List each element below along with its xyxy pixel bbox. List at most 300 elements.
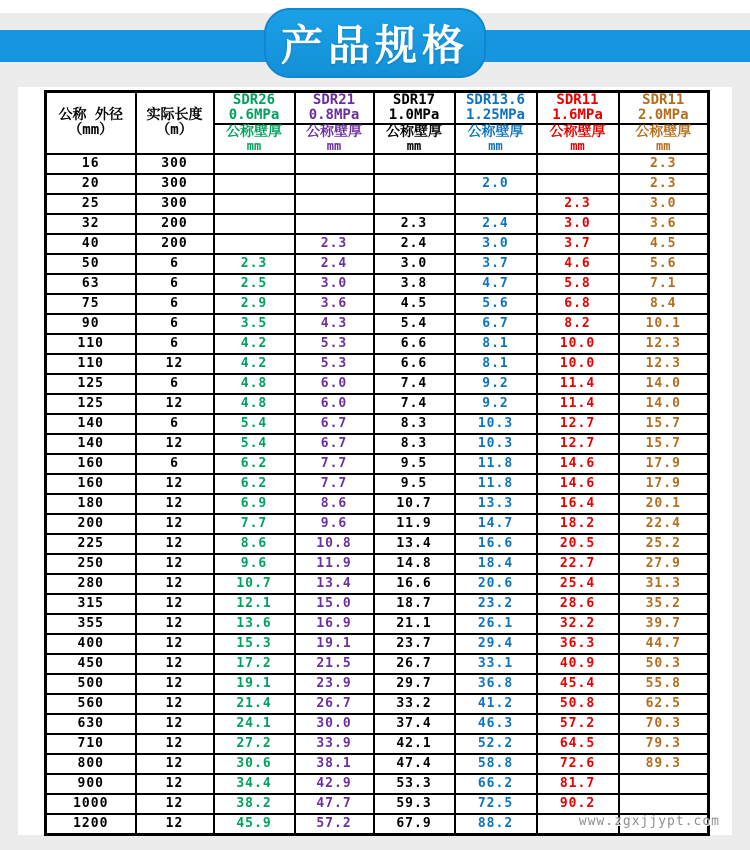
cell-sdr11-16: 32.2 [537,614,619,634]
cell-outer-diameter: 800 [46,754,136,774]
cell-outer-diameter: 160 [46,454,136,474]
cell-sdr21: 30.0 [295,714,374,734]
table-row [46,194,709,214]
cell-length: 12 [136,514,214,534]
cell-sdr21: 33.9 [295,734,374,754]
cell-sdr11-16: 12.7 [537,414,619,434]
table-row [46,634,709,654]
cell-outer-diameter: 140 [46,434,136,454]
table-row [46,314,709,334]
cell-outer-diameter: 900 [46,774,136,794]
cell-sdr11-16: 20.5 [537,534,619,554]
cell-sdr17: 2.4 [374,234,455,254]
table-row [46,574,709,594]
table-row [46,434,709,454]
table-row [46,174,709,194]
cell-outer-diameter: 450 [46,654,136,674]
cell-sdr21: 8.6 [295,494,374,514]
cell-sdr13-6: 58.8 [455,754,537,774]
cell-outer-diameter: 355 [46,614,136,634]
cell-sdr11-16: 18.2 [537,514,619,534]
cell-sdr11-20: 7.1 [619,274,709,294]
cell-sdr26: 13.6 [214,614,295,634]
cell-outer-diameter: 40 [46,234,136,254]
cell-sdr21: 3.6 [295,294,374,314]
table-row [46,614,709,634]
cell-length: 12 [136,694,214,714]
cell-sdr21 [295,194,374,214]
cell-sdr11-16 [537,154,619,174]
cell-length: 6 [136,334,214,354]
cell-outer-diameter: 560 [46,694,136,714]
cell-sdr13-6: 3.7 [455,254,537,274]
cell-sdr11-20: 17.9 [619,454,709,474]
cell-sdr13-6 [455,194,537,214]
cell-length: 6 [136,274,214,294]
cell-sdr11-20: 4.5 [619,234,709,254]
cell-sdr11-20: 2.3 [619,154,709,174]
cell-sdr17: 11.9 [374,514,455,534]
watermark: www.zgxjjypt.com [578,814,720,829]
cell-sdr17: 9.5 [374,474,455,494]
cell-sdr21: 6.0 [295,374,374,394]
cell-length: 300 [136,194,214,214]
unit-label: mm [488,139,503,153]
cell-sdr26: 30.6 [214,754,295,774]
cell-length: 200 [136,234,214,254]
wall-thickness-label: 公称壁厚 [306,124,362,140]
cell-sdr11-20: 14.0 [619,394,709,414]
cell-length: 200 [136,214,214,234]
cell-sdr26: 6.2 [214,454,295,474]
table-row [46,294,709,314]
cell-sdr11-20: 15.7 [619,414,709,434]
cell-sdr11-16: 40.9 [537,654,619,674]
cell-sdr13-6: 36.8 [455,674,537,694]
cell-sdr26 [214,214,295,234]
unit-label: mm [570,139,585,153]
header-sdr13-6 [455,92,537,125]
table-row [46,374,709,394]
cell-sdr11-16: 57.2 [537,714,619,734]
cell-sdr11-20: 31.3 [619,574,709,594]
cell-sdr21: 6.7 [295,414,374,434]
wall-thickness-label: 公称壁厚 [549,124,606,140]
cell-sdr21: 11.9 [295,554,374,574]
cell-sdr11-20: 79.3 [619,734,709,754]
cell-length: 12 [136,434,214,454]
cell-length: 6 [136,314,214,334]
cell-sdr21 [295,214,374,234]
wall-thickness-label: 公称壁厚 [635,124,692,140]
cell-sdr17 [374,194,455,214]
cell-sdr21: 6.0 [295,394,374,414]
cell-sdr11-16: 10.0 [537,354,619,374]
sdr-name: SDR21 [312,92,356,108]
cell-outer-diameter: 225 [46,534,136,554]
header-line: （mm） [68,122,114,138]
spec-table [44,90,710,836]
cell-sdr21: 42.9 [295,774,374,794]
cell-sdr21: 4.3 [295,314,374,334]
cell-length: 12 [136,534,214,554]
cell-outer-diameter: 32 [46,214,136,234]
cell-sdr11-16: 14.6 [537,474,619,494]
cell-sdr11-16: 72.6 [537,754,619,774]
cell-outer-diameter: 25 [46,194,136,214]
cell-outer-diameter: 630 [46,714,136,734]
table-row [46,534,709,554]
cell-sdr13-6: 9.2 [455,394,537,414]
cell-sdr17 [374,154,455,174]
header-sdr11-16 [537,92,619,125]
cell-length: 12 [136,494,214,514]
table-row [46,714,709,734]
cell-sdr13-6: 11.8 [455,454,537,474]
cell-sdr11-16: 16.4 [537,494,619,514]
cell-length: 6 [136,374,214,394]
cell-sdr11-20: 70.3 [619,714,709,734]
cell-sdr13-6: 88.2 [455,814,537,835]
cell-sdr13-6: 29.4 [455,634,537,654]
cell-sdr17: 7.4 [374,394,455,414]
cell-outer-diameter: 20 [46,174,136,194]
cell-sdr17: 6.6 [374,334,455,354]
cell-sdr13-6: 23.2 [455,594,537,614]
cell-sdr11-16: 45.4 [537,674,619,694]
cell-sdr17: 59.3 [374,794,455,814]
cell-sdr26: 2.3 [214,254,295,274]
cell-sdr21: 16.9 [295,614,374,634]
cell-outer-diameter: 125 [46,394,136,414]
cell-outer-diameter: 500 [46,674,136,694]
unit-label: mm [406,139,422,153]
cell-sdr13-6: 18.4 [455,554,537,574]
cell-sdr17: 8.3 [374,434,455,454]
cell-sdr21: 6.7 [295,434,374,454]
cell-outer-diameter: 400 [46,634,136,654]
cell-outer-diameter: 125 [46,374,136,394]
cell-sdr13-6: 26.1 [455,614,537,634]
cell-outer-diameter: 110 [46,334,136,354]
cell-sdr11-16: 4.6 [537,254,619,274]
cell-sdr11-16: 36.3 [537,634,619,654]
table-row [46,454,709,474]
header-sdr11-20 [619,92,709,125]
cell-length: 12 [136,814,214,835]
cell-sdr13-6: 8.1 [455,354,537,374]
table-row [46,154,709,174]
cell-sdr11-16: 22.7 [537,554,619,574]
cell-length: 12 [136,474,214,494]
header-actual-length [136,92,214,155]
subheader-sdr11-16 [537,124,619,154]
table-row [46,234,709,254]
cell-sdr21: 26.7 [295,694,374,714]
cell-outer-diameter: 75 [46,294,136,314]
cell-outer-diameter: 16 [46,154,136,174]
cell-sdr17: 67.9 [374,814,455,835]
header-outer-diameter [46,92,136,155]
wall-thickness-label: 公称壁厚 [226,124,282,140]
subheader-sdr11-20 [619,124,709,154]
table-row [46,514,709,534]
header-line: （m） [156,122,193,138]
cell-outer-diameter: 140 [46,414,136,434]
cell-sdr17: 4.5 [374,294,455,314]
sdr-pressure: 2.0MPa [637,107,689,123]
cell-sdr26: 5.4 [214,434,295,454]
cell-sdr26: 6.2 [214,474,295,494]
cell-sdr17 [374,174,455,194]
header-row-top [46,92,709,125]
cell-sdr21: 9.6 [295,514,374,534]
cell-length: 12 [136,574,214,594]
cell-sdr11-16: 8.2 [537,314,619,334]
cell-sdr11-20: 10.1 [619,314,709,334]
cell-sdr26: 4.8 [214,394,295,414]
cell-sdr17: 23.7 [374,634,455,654]
cell-sdr21: 10.8 [295,534,374,554]
cell-outer-diameter: 180 [46,494,136,514]
cell-sdr13-6: 10.3 [455,434,537,454]
cell-sdr11-16: 6.8 [537,294,619,314]
cell-sdr26: 7.7 [214,514,295,534]
cell-sdr17: 9.5 [374,454,455,474]
cell-sdr13-6: 9.2 [455,374,537,394]
cell-length: 6 [136,454,214,474]
table-row [46,334,709,354]
cell-sdr13-6: 8.1 [455,334,537,354]
table-header [46,92,709,155]
cell-sdr11-16: 90.2 [537,794,619,814]
cell-outer-diameter: 200 [46,514,136,534]
cell-outer-diameter: 160 [46,474,136,494]
cell-sdr17: 3.8 [374,274,455,294]
cell-sdr26: 9.6 [214,554,295,574]
cell-length: 12 [136,714,214,734]
cell-sdr21: 13.4 [295,574,374,594]
cell-sdr21: 5.3 [295,334,374,354]
sdr-name: SDR26 [232,92,276,108]
cell-sdr21: 21.5 [295,654,374,674]
sdr-pressure: 1.6MPa [552,107,603,123]
cell-sdr26: 4.8 [214,374,295,394]
cell-sdr11-20: 55.8 [619,674,709,694]
cell-length: 12 [136,754,214,774]
cell-sdr13-6: 66.2 [455,774,537,794]
cell-sdr13-6: 13.3 [455,494,537,514]
cell-sdr21: 2.4 [295,254,374,274]
cell-outer-diameter: 63 [46,274,136,294]
cell-sdr11-20: 22.4 [619,514,709,534]
cell-length: 12 [136,554,214,574]
cell-sdr26: 3.5 [214,314,295,334]
cell-sdr13-6 [455,154,537,174]
table-row [46,754,709,774]
sdr-name: SDR13.6 [465,92,525,108]
cell-outer-diameter: 710 [46,734,136,754]
cell-sdr26: 38.2 [214,794,295,814]
cell-sdr11-20: 62.5 [619,694,709,714]
cell-sdr17: 42.1 [374,734,455,754]
cell-sdr17: 6.6 [374,354,455,374]
cell-length: 12 [136,654,214,674]
cell-sdr26: 4.2 [214,334,295,354]
subheader-sdr21 [295,124,374,154]
table-row [46,214,709,234]
table-row [46,734,709,754]
cell-sdr17: 14.8 [374,554,455,574]
wall-thickness-label: 公称壁厚 [386,124,442,140]
cell-sdr11-16: 2.3 [537,194,619,214]
cell-sdr17: 29.7 [374,674,455,694]
cell-sdr26 [214,194,295,214]
cell-sdr11-20: 50.3 [619,654,709,674]
header-line: 实际长度 [146,107,203,123]
table-row [46,554,709,574]
cell-length: 6 [136,254,214,274]
cell-sdr17: 53.3 [374,774,455,794]
table-row [46,354,709,374]
unit-label: mm [246,139,262,153]
cell-outer-diameter: 250 [46,554,136,574]
cell-length: 12 [136,734,214,754]
cell-sdr11-16: 11.4 [537,374,619,394]
table-row [46,254,709,274]
cell-outer-diameter: 1000 [46,794,136,814]
cell-sdr13-6: 72.5 [455,794,537,814]
cell-sdr21: 15.0 [295,594,374,614]
header-sdr21 [295,92,374,125]
cell-sdr17: 37.4 [374,714,455,734]
cell-sdr11-16: 12.7 [537,434,619,454]
cell-sdr13-6: 11.8 [455,474,537,494]
sdr-pressure: 1.0MPa [388,107,440,123]
cell-sdr11-20: 89.3 [619,754,709,774]
cell-sdr11-20: 39.7 [619,614,709,634]
cell-sdr11-16: 50.8 [537,694,619,714]
cell-sdr26 [214,154,295,174]
cell-sdr11-16: 14.6 [537,454,619,474]
cell-sdr13-6: 20.6 [455,574,537,594]
cell-sdr11-16: 25.4 [537,574,619,594]
cell-sdr11-16: 3.0 [537,214,619,234]
cell-sdr11-16: 11.4 [537,394,619,414]
cell-sdr26: 4.2 [214,354,295,374]
cell-length: 300 [136,154,214,174]
cell-sdr17: 3.0 [374,254,455,274]
cell-outer-diameter: 90 [46,314,136,334]
cell-sdr26: 2.5 [214,274,295,294]
cell-sdr21: 47.7 [295,794,374,814]
cell-sdr11-20: 5.6 [619,254,709,274]
cell-sdr11-20: 12.3 [619,354,709,374]
table-row [46,674,709,694]
cell-outer-diameter: 110 [46,354,136,374]
cell-sdr17: 33.2 [374,694,455,714]
cell-sdr26: 8.6 [214,534,295,554]
cell-sdr26: 45.9 [214,814,295,835]
cell-sdr13-6: 5.6 [455,294,537,314]
cell-outer-diameter: 1200 [46,814,136,835]
cell-sdr26: 2.9 [214,294,295,314]
cell-sdr13-6: 2.0 [455,174,537,194]
cell-sdr11-20: 27.9 [619,554,709,574]
title-badge [264,8,486,78]
cell-length: 12 [136,674,214,694]
cell-length: 300 [136,174,214,194]
cell-length: 6 [136,414,214,434]
cell-sdr11-20: 17.9 [619,474,709,494]
cell-sdr11-20: 25.2 [619,534,709,554]
sdr-pressure: 1.25MPa [465,107,525,123]
cell-sdr17: 2.3 [374,214,455,234]
cell-sdr26: 21.4 [214,694,295,714]
cell-sdr11-20: 3.0 [619,194,709,214]
page-title: 产品规格 [280,22,469,69]
cell-sdr26: 34.4 [214,774,295,794]
unit-label: mm [326,139,342,153]
cell-sdr13-6: 10.3 [455,414,537,434]
table-row [46,274,709,294]
cell-length: 12 [136,614,214,634]
cell-sdr26: 19.1 [214,674,295,694]
header-sdr17 [374,92,455,125]
cell-sdr11-20: 20.1 [619,494,709,514]
cell-sdr11-16: 28.6 [537,594,619,614]
cell-length: 12 [136,594,214,614]
cell-sdr17: 13.4 [374,534,455,554]
table-row [46,794,709,814]
cell-sdr26: 15.3 [214,634,295,654]
cell-sdr26 [214,174,295,194]
sdr-name: SDR11 [556,92,599,108]
cell-length: 12 [136,354,214,374]
cell-sdr13-6: 33.1 [455,654,537,674]
cell-sdr11-20: 2.3 [619,174,709,194]
cell-sdr21: 7.7 [295,454,374,474]
cell-sdr13-6: 2.4 [455,214,537,234]
cell-sdr11-20: 3.6 [619,214,709,234]
cell-sdr21: 3.0 [295,274,374,294]
cell-sdr11-16: 64.5 [537,734,619,754]
cell-sdr26: 24.1 [214,714,295,734]
cell-sdr11-20 [619,774,709,794]
cell-sdr17: 7.4 [374,374,455,394]
cell-sdr13-6: 52.2 [455,734,537,754]
cell-sdr11-20 [619,794,709,814]
cell-sdr13-6: 41.2 [455,694,537,714]
cell-sdr13-6: 6.7 [455,314,537,334]
header-line: 公称 外径 [58,107,123,123]
table-row [46,774,709,794]
cell-sdr26: 5.4 [214,414,295,434]
cell-sdr21: 57.2 [295,814,374,835]
cell-sdr21: 23.9 [295,674,374,694]
cell-sdr11-20: 44.7 [619,634,709,654]
cell-sdr11-20: 12.3 [619,334,709,354]
cell-sdr11-16: 5.8 [537,274,619,294]
cell-sdr21: 19.1 [295,634,374,654]
wall-thickness-label: 公称壁厚 [467,124,524,140]
cell-sdr11-20: 35.2 [619,594,709,614]
cell-sdr13-6: 4.7 [455,274,537,294]
cell-sdr26 [214,234,295,254]
cell-length: 12 [136,774,214,794]
table-row [46,394,709,414]
subheader-sdr17 [374,124,455,154]
